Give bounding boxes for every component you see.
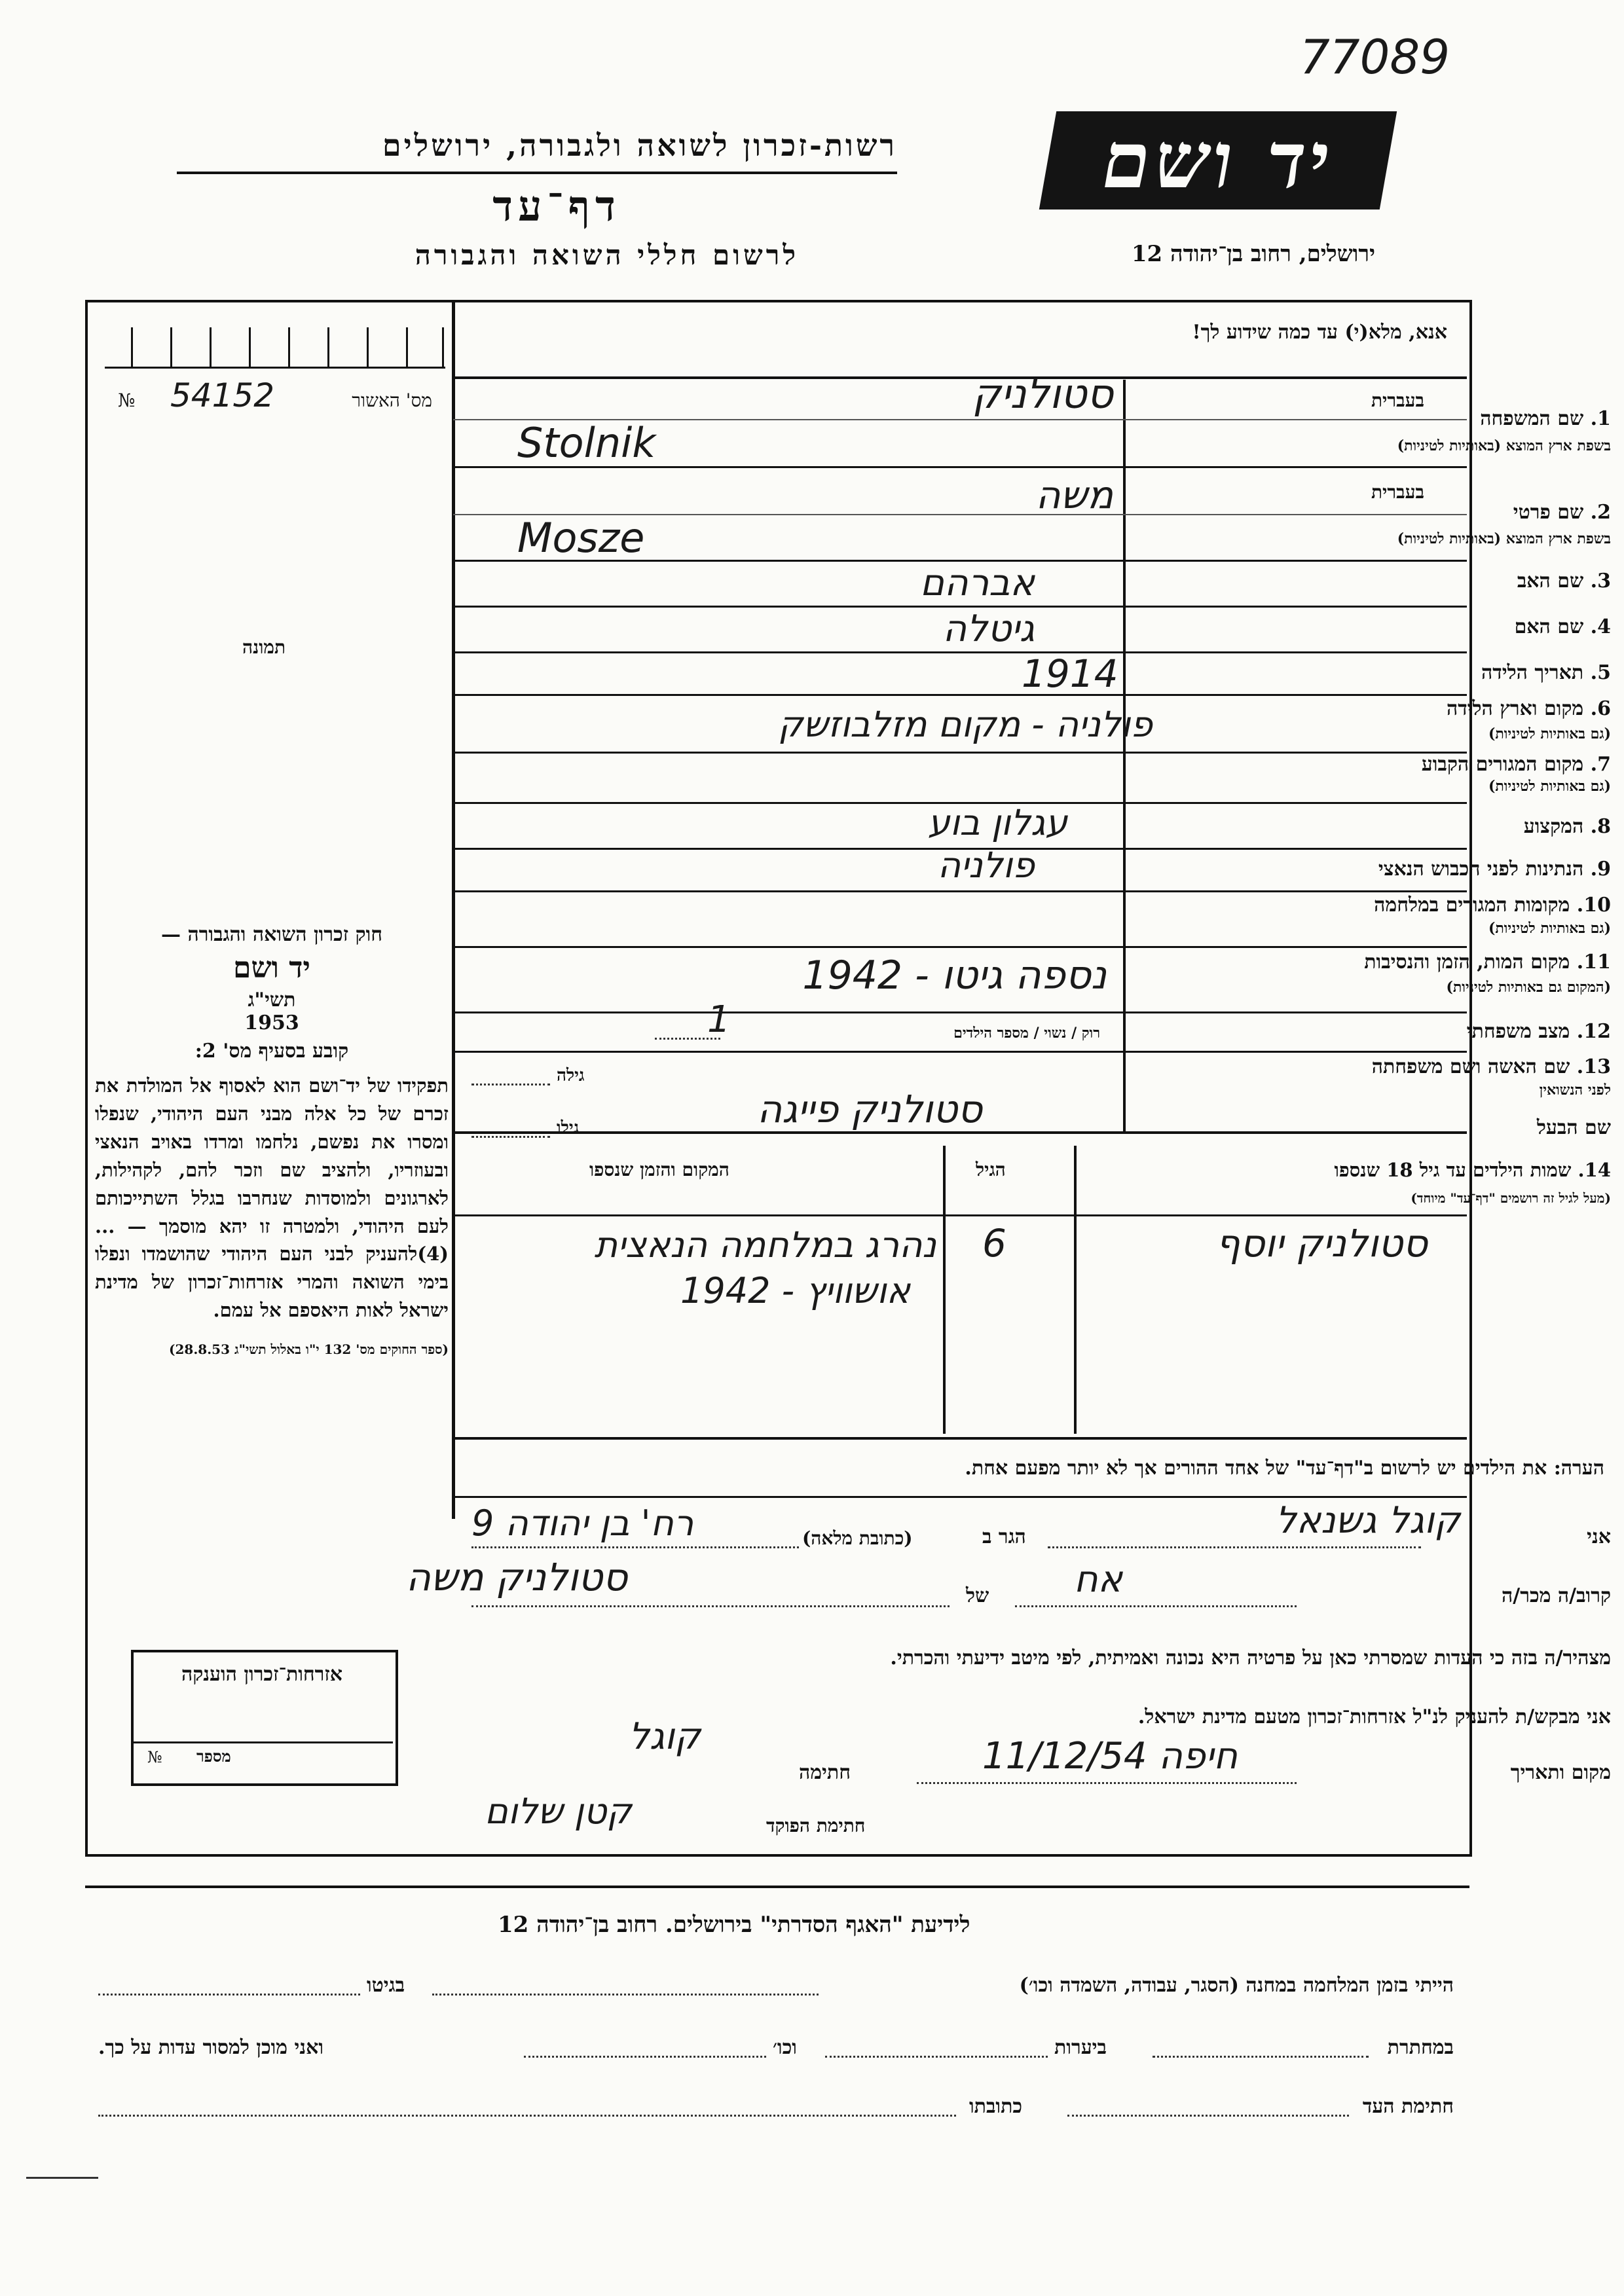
bottom-edge-rule: [26, 2177, 98, 2179]
organization-name: רשות-זכרון לשואה ולגבורה, ירושלים: [382, 128, 897, 163]
citizenship-box-title: אזרחות־זכרון הוענקה: [181, 1663, 343, 1686]
citizenship-box-divider: [134, 1741, 393, 1743]
children-col-age: הגיל: [976, 1159, 1006, 1180]
witness-address-line: [98, 2115, 956, 2117]
marital-options: רוק / נשוי / מספר הילדים: [953, 1025, 1100, 1042]
law-clause: קובע בסעיף מס' 2:: [194, 1040, 349, 1063]
field-9-text: הנתינות לפני הכבוש הנאצי: [1378, 858, 1584, 881]
witness-address-label: כתובתו: [969, 2095, 1023, 2118]
of-line: [471, 1605, 950, 1607]
field-9-label: [1378, 858, 1611, 881]
children-bottom-rule: [453, 1437, 1467, 1440]
first-name-latin-value: Mosze: [517, 514, 645, 562]
first-name-hebrew-value: משה: [1035, 473, 1113, 517]
note-line: [965, 1457, 1604, 1480]
approval-number: 54152: [170, 376, 275, 414]
rule-6: [453, 752, 1467, 754]
address-hint: (כתובת מלאה): [802, 1527, 913, 1549]
field-3-label: [1517, 570, 1611, 592]
field-4-text: שם האם: [1514, 615, 1584, 638]
address-line: [471, 1546, 799, 1548]
note-label: הערה:: [1553, 1457, 1604, 1480]
label-column-divider: [1123, 380, 1126, 1133]
field-11-label: [1364, 951, 1611, 974]
note-text: את הילדים יש לרשום ב"דף־עד" של אחד ההורים אך לא יותר מפעם אחת.: [965, 1457, 1547, 1480]
children-num: 14.: [1578, 1159, 1611, 1181]
children-col-divider-1: [1074, 1146, 1077, 1434]
field-11-sublabel: (המקום גם באותיות לטיניות): [1446, 979, 1611, 996]
law-footnote: (ספר החוקים מס' 132 י"ו באלול תשי"ג 28.8.53): [169, 1341, 449, 1358]
archive-title: לידיעת "האגף הסדרתי" בירושלים. רחוב בן־יהודה 12: [498, 1912, 970, 1938]
field-1-side: בעברית: [1371, 390, 1424, 411]
signature-label: חתימה: [799, 1761, 851, 1784]
field-13-num: 13.: [1576, 1055, 1611, 1078]
field-7-num: 7.: [1590, 753, 1611, 776]
rule-top: [453, 376, 1467, 379]
witness-line: [1067, 2115, 1349, 2117]
ready-text: ואני מוכן למסור עדות על כך.: [98, 2036, 324, 2059]
field-5-label: [1481, 661, 1611, 684]
field-8-num: 8.: [1590, 815, 1611, 838]
field-10-label: [1374, 894, 1611, 917]
death-place-value: נספה גיטו - 1942: [802, 953, 1107, 998]
field-10-num: 10.: [1576, 894, 1611, 917]
approval-label: מס' האשור: [352, 390, 432, 411]
rule-10: [453, 946, 1467, 948]
instruction-text: אנא, מלא(י) עד כמה שידוע לך!: [1192, 321, 1447, 344]
husband-label: שם הבעל: [1536, 1116, 1611, 1139]
officer-signature-label: חתימת הפוקד: [766, 1815, 866, 1836]
field-8-label: [1524, 815, 1611, 838]
children-title-text: שמות הילדים עד גיל 18 שנספו: [1334, 1159, 1572, 1181]
approval-prefix: №: [118, 390, 136, 411]
field-13-text: שם האשה ושם משפחתה: [1371, 1055, 1570, 1078]
children-count-value: 1: [707, 998, 731, 1041]
note-rule: [453, 1496, 1467, 1498]
law-body: תפקידו של יד־ושם הוא לאסוף אל המולדת את זכרם של כל אלה מבני העם היהודי, שנפלו ומסרו את נפשם, נלחמו ומרדו באויב הנאצי ובעוזריו, ולהציב שם וזכר להם, לקהילות, לארגונים ולמוסדות שנחרבו בגלל השתייכותם לעם היהודי, ולמטרה זו יהא מוסמך — ...(4)להעניק לבני העם היהודי שהושמדו ונפלו בימי השואה והמרי אזרחות־זכרון של מדינת ישראל לאות היאספם אל עמם.: [95, 1074, 449, 1322]
field-10-text: מקומות המגורים במלחמה: [1374, 894, 1570, 917]
resides-label: הגר ב: [982, 1525, 1026, 1548]
field-6-label: [1447, 697, 1611, 720]
father-name-value: אברהם: [919, 562, 1035, 604]
citizenship-number-prefix: №: [147, 1748, 162, 1766]
field-1-num: 1.: [1590, 407, 1611, 430]
archive-camp-line: [432, 1994, 819, 1995]
nationality-value: פולניה: [937, 845, 1035, 886]
birth-date-value: 1914: [1022, 651, 1118, 696]
child-death-place-value: נהרג במלחמה הנאצית: [594, 1224, 936, 1266]
field-6-sublabel: (גם באותיות לטיניות): [1488, 725, 1611, 742]
field-3-num: 3.: [1590, 570, 1611, 592]
field-5-num: 5.: [1590, 661, 1611, 684]
field-3-text: שם האב: [1517, 570, 1584, 592]
children-col-place: המקום והזמן שנספו: [589, 1159, 729, 1180]
law-year: 1953: [244, 1011, 299, 1034]
law-block: [95, 923, 449, 1358]
approval-digit-boxes: [105, 327, 445, 369]
underground-line: [1153, 2056, 1369, 2058]
field-6-num: 6.: [1590, 697, 1611, 720]
citizenship-number-label: מספר: [196, 1747, 231, 1766]
of-value: סטולניק משה: [406, 1555, 628, 1599]
field-2-label: [1513, 501, 1611, 524]
field-1-text: שם המשפחה: [1480, 407, 1584, 430]
field-2-text: שם פרטי: [1513, 501, 1584, 524]
law-year-hebrew: תשי"ג: [248, 989, 296, 1011]
mother-name-value: גיטלה: [942, 608, 1035, 650]
yad-vashem-logo: יד ושם: [1039, 111, 1397, 210]
request-text: אני מבקש/ת להעניק לנ"ל אזרחות־זכרון מטעם מדינת ישראל.: [1137, 1705, 1611, 1728]
field-11-text: מקום המות, הזמן והנסיבות: [1364, 951, 1570, 974]
field-12-label: [1467, 1020, 1611, 1043]
address: ירושלים, רחוב בן־יהודה 12: [1131, 241, 1375, 267]
field-10-sublabel: (גם באותיות לטיניות): [1488, 920, 1611, 937]
children-col-divider-2: [943, 1146, 946, 1434]
law-title: חוק זכרון השואה והגבורה —: [161, 923, 382, 946]
field-2-num: 2.: [1590, 501, 1611, 524]
surname-latin-value: Stolnik: [517, 419, 656, 467]
field-9-num: 9.: [1590, 858, 1611, 881]
husband-value: סטולניק פייגה: [757, 1087, 982, 1131]
law-name: יד ושם: [233, 951, 310, 985]
field-7-text: מקום המגורים הקבוע: [1421, 753, 1584, 776]
signature-value: קוגל: [629, 1715, 701, 1758]
handwritten-form-number: 77089: [1300, 29, 1450, 84]
field-12-num: 12.: [1576, 1020, 1611, 1043]
child-death-place-value-2: אושוויץ - 1942: [680, 1270, 910, 1311]
relation-label: קרוב/ה מכר/ה: [1502, 1584, 1611, 1607]
rule-13: [453, 1131, 1467, 1134]
witness-label: חתימת העד: [1362, 2095, 1454, 2118]
rule-11: [453, 1011, 1467, 1013]
field-2-sublabel: בשפת ארץ המוצא (באותיות לטיניות): [1397, 530, 1611, 547]
underground-label: במחתרת: [1387, 2036, 1454, 2059]
etc-label: וכו׳: [773, 2036, 797, 2059]
child-name-value: סטולניק יוסף: [1215, 1221, 1428, 1266]
children-note: (מעל לגיל זה רושמים "דף־עד" מיוחד): [1411, 1190, 1611, 1206]
field-7-sublabel: (גם באותיות לטיניות): [1488, 778, 1611, 795]
archive-line1: הייתי בזמן המלחמה במחנה (הסגר, עבודה, השמדה וכו׳): [1019, 1974, 1454, 1997]
field-2-side: בעברית: [1371, 481, 1424, 503]
relation-value: אח: [1074, 1558, 1123, 1601]
officer-signature-value: קטן שלום: [485, 1791, 632, 1832]
forests-label: ביערות: [1054, 2036, 1107, 2059]
ghetto-line: [98, 1994, 360, 1995]
field-11-num: 11.: [1576, 951, 1611, 974]
surname-hebrew-value: סטולניק: [972, 370, 1113, 418]
of-label: של: [966, 1584, 989, 1607]
form-subtitle: לרשום חללי השואה והגבורה: [415, 239, 799, 271]
declare-text: מצהיר/ה בזה כי העדות שמסרתי כאן על פרטיה היא נכונה ואמיתית, לפי מיטב ידיעתי והכרתי.: [890, 1647, 1611, 1669]
rule-9: [453, 890, 1467, 892]
declarant-label: אני: [1587, 1525, 1611, 1548]
relation-line: [1015, 1605, 1297, 1607]
field-13-label: [1372, 1055, 1611, 1078]
archive-top-rule: [85, 1886, 1469, 1888]
rule-12: [453, 1051, 1467, 1053]
field-6-text: מקום וארץ הלידה: [1446, 697, 1584, 720]
field-13-sublabel: לפני הנשואין: [1539, 1082, 1611, 1099]
place-date-label: מקום ותאריך: [1510, 1761, 1611, 1784]
etc-line: [524, 2056, 766, 2058]
husband-age-label: גילו: [557, 1118, 580, 1138]
wife-age-line: [471, 1084, 550, 1085]
child-age-value: 6: [982, 1221, 1006, 1266]
place-date-line: [917, 1782, 1297, 1784]
place-date-value: חיפה 11/12/54: [982, 1735, 1238, 1777]
children-header-rule: [453, 1214, 1467, 1216]
field-1-label: [1480, 407, 1611, 430]
left-column-divider: [452, 301, 455, 1519]
field-12-text: מצב משפחתי: [1466, 1020, 1570, 1043]
husband-age-line: [471, 1136, 550, 1138]
wife-age-label: גילה: [557, 1066, 585, 1085]
field-8-text: המקצוע: [1523, 815, 1584, 838]
declarant-address-value: רח' בן יהודה 9: [471, 1503, 694, 1544]
children-title: [1334, 1159, 1611, 1182]
field-4-label: [1515, 615, 1611, 638]
occupation-value: עגלון בוע: [927, 802, 1067, 843]
forests-line: [825, 2056, 1048, 2058]
form-title: דף־עד: [492, 182, 621, 231]
organization-underline: [177, 172, 897, 174]
field-1-sublabel: בשפת ארץ המוצא (באותיות לטיניות): [1397, 437, 1611, 454]
rule-5: [453, 694, 1467, 696]
field-4-num: 4.: [1590, 615, 1611, 638]
rule-4: [453, 651, 1467, 653]
ghetto-label: בגיטו: [367, 1974, 405, 1997]
field-5-text: תאריך הלידה: [1481, 661, 1584, 684]
declarant-name-value: קוגל גשנאל: [1275, 1499, 1460, 1542]
declarant-line: [1048, 1546, 1421, 1548]
photo-label: תמונה: [242, 636, 286, 658]
field-7-label: [1422, 753, 1611, 776]
birthplace-value: פולניה - מקום מזלבוזשק: [778, 704, 1153, 745]
